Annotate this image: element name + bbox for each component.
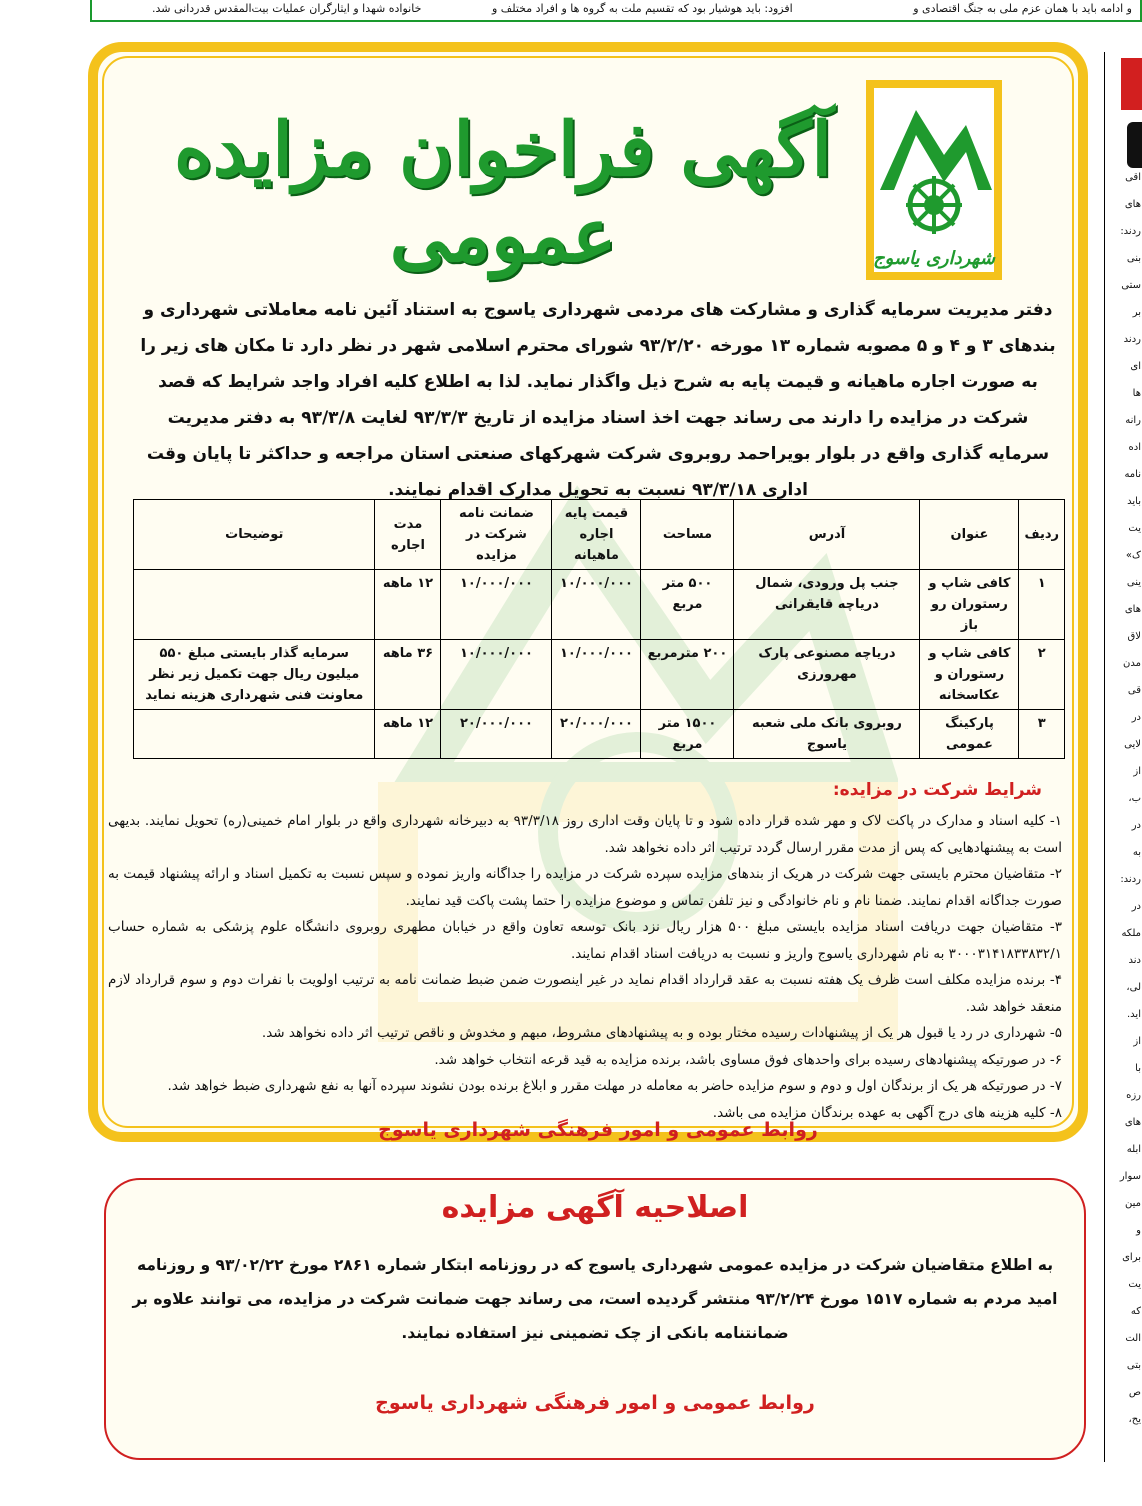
side-text-fragment: اقی	[1125, 172, 1141, 183]
table-row	[134, 710, 1065, 759]
side-text-fragment: ردند:	[1120, 226, 1141, 237]
top-strip-text-left: خانواده شهدا و ایثارگران عملیات بیت‌المقدس قدردانی شد.	[152, 2, 422, 15]
side-text-fragment: لی،	[1126, 982, 1141, 993]
correction-notice	[104, 1178, 1086, 1460]
logo-caption: شهرداری یاسوج	[873, 248, 995, 269]
conditions-heading: شرایط شرکت در مزایده:	[832, 780, 1042, 800]
side-text-fragment: در	[1131, 820, 1141, 831]
cell-address: روبروی بانک ملی شعبه یاسوج	[734, 710, 920, 759]
correction-title: اصلاحیه آگهی مزایده	[441, 1190, 749, 1225]
condition-item: ۲- متقاضیان محترم بایستی جهت شرکت در هریک از بندهای مزایده سپرده شرکت در مزایده را جداگانه واریز نموده و سپس نسبت به تکمیل اسناد و ارائه پیشنهاد قیمت به صورت جداگانه اقدام نمایند. ضمنا نام و نام خانوادگی و نیز تلفن تماس و موضوع مزایده را حتما پشت پاکت قید نمایند.	[108, 866, 1062, 909]
side-text-fragment: باید	[1127, 496, 1141, 507]
cell-row-number: ۳	[1019, 710, 1065, 759]
side-text-fragment: بنی	[1126, 253, 1141, 264]
cell-area: ۱۵۰۰ متر مربع	[641, 710, 734, 759]
conditions-list	[108, 808, 1062, 1126]
cell-row-number: ۲	[1019, 640, 1065, 710]
side-text-fragment: قی	[1127, 685, 1141, 696]
cell-guarantee: ۱۰/۰۰۰/۰۰۰	[441, 570, 552, 640]
condition-item: ۴- برنده مزایده مکلف است ظرف یک هفته نسبت به عقد قرارداد اقدام نماید در غیر اینصورت ضمن ضبط ضمانت نامه به ترتیب اولویت با نفرات دوم و سوم قرارداد لازم منعقد خواهد شد.	[108, 972, 1062, 1015]
header-title: عنوان	[920, 500, 1019, 570]
side-text-fragment: ردند	[1123, 334, 1141, 345]
header-duration: مدت اجاره	[375, 500, 441, 570]
side-text-fragment: از	[1133, 1036, 1141, 1047]
correction-text: به اطلاع متقاضیان شرکت در مزایده عمومی شهرداری یاسوج که در روزنامه ابتکار شماره ۲۸۶۱ مورخ ۹۳/۰۲/۲۲ و روزنامه امید مردم به شماره ۱۵۱۷ مورخ ۹۳/۲/۲۴ منتشر گردیده است، می رساند جهت ضمانت شرکت در مزایده، می توانند علاوه بر ضمانتنامه بانکی از چک تضمینی نیز استفاده نمایند.	[132, 1256, 1058, 1342]
correction-signature: روابط عمومی و امور فرهنگی شهرداری یاسوج	[375, 1392, 815, 1414]
cell-row-number: ۱	[1019, 570, 1065, 640]
side-text-fragment: ها	[1132, 388, 1141, 399]
header-base-price: قیمت پایه اجاره ماهیانه	[552, 500, 641, 570]
side-text-fragment: اده	[1128, 442, 1141, 453]
side-text-fragment: مدن	[1123, 658, 1141, 669]
cell-base-price: ۱۰/۰۰۰/۰۰۰	[552, 570, 641, 640]
condition-item: ۱- کلیه اسناد و مدارک در پاکت لاک و مهر شده قرار داده شود و تا پایان وقت اداری روز ۹۳/۳/۱۸ به دبیرخانه شهرداری واقع در بلوار امام خمینی(ره) تحویل نمایند. بدیهی است به پیشنهادهایی که پس از مدت مقرر ارسال گردد ترتیب اثر داده نخواهد شد.	[108, 813, 1062, 856]
side-text-fragment: رزه	[1126, 1090, 1141, 1101]
side-text-fragment: الت	[1125, 1333, 1141, 1344]
cell-base-price: ۲۰/۰۰۰/۰۰۰	[552, 710, 641, 759]
side-text-fragment: یت	[1128, 523, 1141, 534]
auction-items-table	[133, 499, 1065, 759]
side-text-fragment: ابله	[1126, 1144, 1141, 1155]
side-text-fragment: های	[1124, 199, 1141, 210]
side-text-fragment: دند	[1128, 955, 1141, 966]
ad-title: آگهی فراخوان مزایده عمومی	[174, 107, 832, 279]
side-text-fragment: های	[1124, 604, 1141, 615]
auction-ad	[88, 42, 1088, 1142]
cell-title: کافی شاپ و رستوران رو باز	[920, 570, 1019, 640]
header-address: آدرس	[734, 500, 920, 570]
table-row	[134, 570, 1065, 640]
side-text-fragment: لایی	[1124, 739, 1141, 750]
side-text-fragment: بتی	[1126, 1360, 1141, 1371]
condition-item: ۵- شهرداری در رد یا قبول هر یک از پیشنهادات رسیده مختار بوده و به پیشنهادهای مشروط، مبهم و مخدوش و ناقص ترتیب اثر داده نخواهد شد.	[261, 1025, 1062, 1041]
side-text-fragment: ب،	[1128, 793, 1141, 804]
side-text-fragment: و	[1136, 1225, 1141, 1236]
cell-title: پارکینگ عمومی	[920, 710, 1019, 759]
side-text-fragment: ملکه	[1121, 928, 1141, 939]
top-strip-text-middle: افزود: باید هوشیار بود که تقسیم ملت به گروه ها و افراد مختلف و	[492, 2, 793, 15]
condition-item: ۸- کلیه هزینه های درج آگهی به عهده برندگان مزایده می باشد.	[712, 1104, 1062, 1121]
side-text-fragment: یح،	[1128, 1414, 1141, 1425]
header-notes: توضیحات	[134, 500, 375, 570]
cell-guarantee: ۱۰/۰۰۰/۰۰۰	[441, 640, 552, 710]
side-text-fragment: لاق	[1127, 631, 1141, 642]
cell-base-price: ۱۰/۰۰۰/۰۰۰	[552, 640, 641, 710]
header-area: مساحت	[641, 500, 734, 570]
top-news-strip	[90, 0, 1142, 22]
cell-address: جنب پل ورودی، شمال دریاچه قایقرانی	[734, 570, 920, 640]
condition-item: ۶- در صورتیکه پیشنهادهای رسیده برای واحدهای فوق مساوی باشد، برنده مزایده به قید قرعه انتخاب خواهد شد.	[434, 1051, 1062, 1068]
side-red-block	[1121, 58, 1142, 110]
header-row-number: ردیف	[1019, 500, 1065, 570]
side-text-fragment: سوار	[1119, 1171, 1141, 1182]
ad-intro-text: دفتر مدیریت سرمایه گذاری و مشارکت های مردمی شهرداری یاسوج به استناد آئین نامه معاملاتی شهرداری و بندهای ۳ و ۴ و ۵ مصوبه شماره ۱۳ مورخه ۹۳/۲/۲۰ شورای محترم اسلامی شهر در نظر دارد تا مکان های زیر را به صورت اجاره ماهیانه و قیمت پایه به شرح ذیل واگذار نماید. لذا به اطلاع کلیه افراد واجد شرایط که قصد شرکت در مزایده را دارند می رساند جهت اخذ اسناد مزایده از تاریخ ۹۳/۳/۳ لغایت ۹۳/۳/۸ به دفتر مدیریت سرمایه گذاری واقع در بلوار بویراحمد روبروی شرکت شهرکهای صنعتی استان مراجعه و حداکثر تا پایان وقت اداری ۹۳/۳/۱۸ نسبت به تحویل مدارک اقدام نمایند.	[140, 300, 1056, 500]
cell-duration: ۳۶ ماهه	[375, 640, 441, 710]
side-text-fragment: نامه	[1124, 469, 1141, 480]
header-guarantee: ضمانت نامه شرکت در مزایده	[441, 500, 552, 570]
cell-guarantee: ۲۰/۰۰۰/۰۰۰	[441, 710, 552, 759]
side-text-fragment: ای	[1130, 361, 1141, 372]
side-text-fragment: ص	[1128, 1387, 1141, 1398]
side-text-fragment: ینی	[1126, 577, 1141, 588]
cell-title: کافی شاپ و رستوران و عکاسخانه	[920, 640, 1019, 710]
side-text-fragment: به	[1132, 847, 1141, 858]
side-text-fragment: با	[1135, 1063, 1141, 1074]
side-text-fragment: ستی	[1121, 280, 1141, 291]
side-text-fragment: ک»	[1125, 550, 1141, 561]
table-row	[134, 640, 1065, 710]
side-text-fragment: ردند:	[1120, 874, 1141, 885]
side-text-fragment: از	[1133, 766, 1141, 777]
condition-item: ۳- متقاضیان جهت دریافت اسناد مزایده بایستی مبلغ ۵۰۰ هزار ریال نزد بانک توسعه تعاون واقع در خیابان مطهری روبروی دانشگاه علوم پزشکی به شماره حساب ۳۰۰۰۳۱۴۱۸۳۳۸۳۲/۱ به نام شهرداری یاسوج واریز و نسبت به دریافت اسناد اقدام نمایند.	[108, 919, 1062, 962]
side-text-fragment: که	[1130, 1306, 1141, 1317]
cell-notes	[134, 570, 375, 640]
side-text-fragment: یت	[1128, 1279, 1141, 1290]
ad-signature: روابط عمومی و امور فرهنگی شهرداری یاسوج	[378, 1119, 818, 1141]
side-text-fragment: برای	[1122, 1252, 1141, 1263]
side-text-fragment: در	[1131, 712, 1141, 723]
side-article-column	[1104, 52, 1142, 1462]
cell-notes	[134, 710, 375, 759]
side-text-fragment: اید.	[1127, 1009, 1141, 1020]
cell-notes: سرمایه گذار بایستی مبلغ ۵۵۰ میلیون ریال جهت تکمیل زیر نظر معاونت فنی شهرداری هزینه نماید	[134, 640, 375, 710]
side-text-fragment: مین	[1125, 1198, 1141, 1209]
table-header-row	[134, 500, 1065, 570]
side-text-fragment: رانه	[1125, 415, 1141, 426]
cell-area: ۲۰۰ مترمربع	[641, 640, 734, 710]
side-black-glyph	[1127, 122, 1142, 168]
top-strip-text-right: و ادامه باید با همان عزم ملی به جنگ اقتصادی و	[913, 2, 1132, 15]
side-text-fragment: در	[1131, 901, 1141, 912]
cell-duration: ۱۲ ماهه	[375, 570, 441, 640]
side-text-fragment: های	[1124, 1117, 1141, 1128]
condition-item: ۷- در صورتیکه هر یک از برندگان اول و دوم و سوم مزایده حاضر به معامله در مهلت مقرر و ابلاغ برنده بودن نشوند سپرده آنها به نفع شهرداری ضبط خواهد شد.	[167, 1078, 1062, 1094]
cell-duration: ۱۲ ماهه	[375, 710, 441, 759]
cell-area: ۵۰۰ متر مربع	[641, 570, 734, 640]
cell-address: دریاچه مصنوعی پارک مهرورزی	[734, 640, 920, 710]
side-text-fragment: بر	[1132, 307, 1141, 318]
